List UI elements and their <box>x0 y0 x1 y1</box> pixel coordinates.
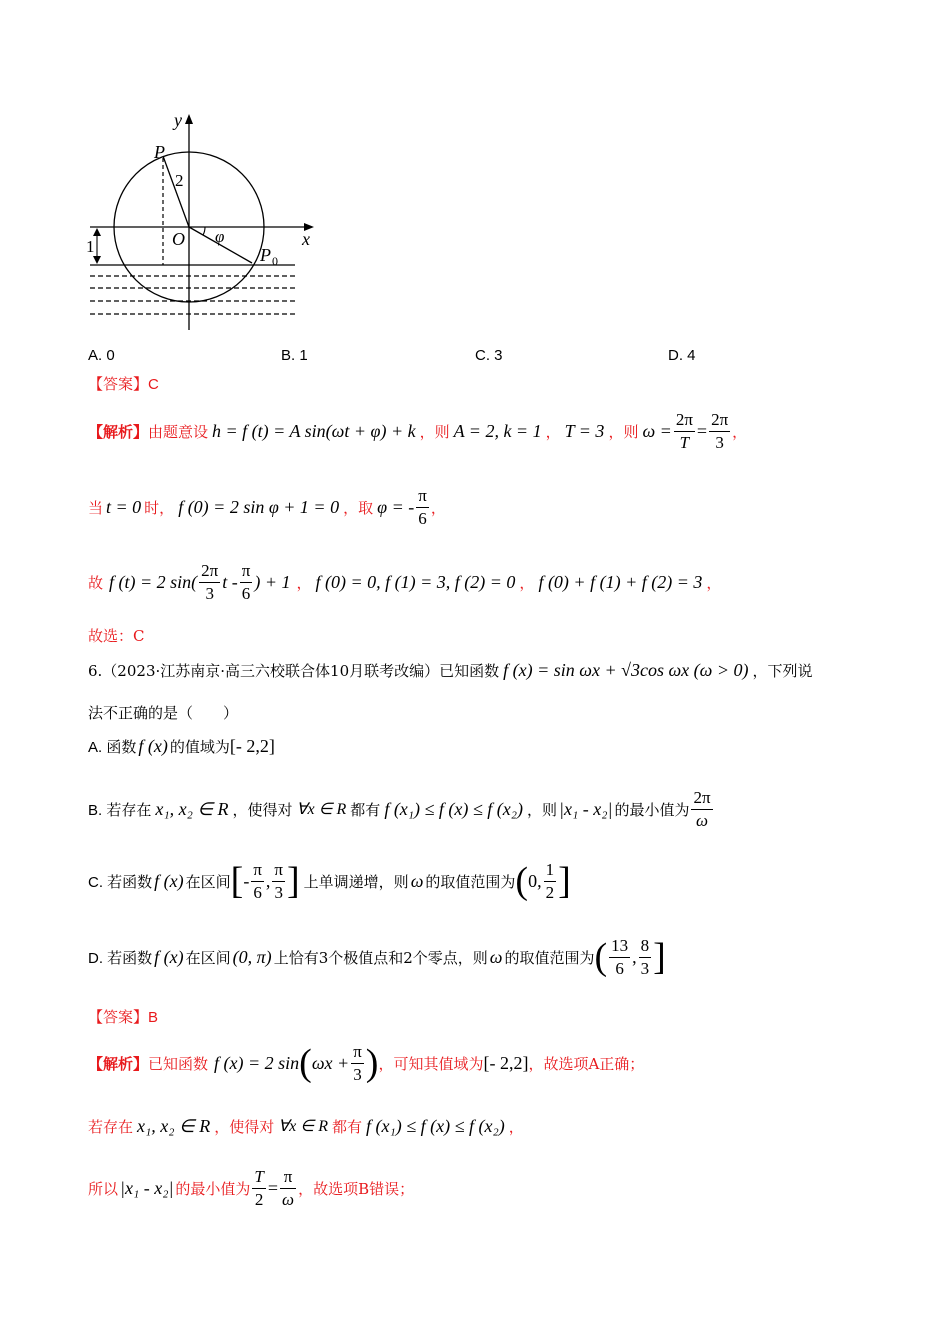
label-P0: P <box>260 245 271 265</box>
fraction: $\frac{2\pi}{T}$ <box>675 409 693 452</box>
fraction: $\frac{2\pi}{\omega}$ <box>693 787 711 830</box>
q5-option-b: B. 1 <box>281 347 308 364</box>
label-O: O <box>172 229 185 249</box>
unit-circle-figure <box>80 108 330 338</box>
fraction: $\frac{8}{3}$ <box>640 935 650 978</box>
q6-option-b: B. 若存在 x₁, x₂ ∈ R ，使得对 ∀x ∈ R 都有 f (x₁) ≤ f (x) ≤ f (x₂) ，则 |x₁ - x₂| 的最小值为 $\frac{2\pi}{\omega}$ <box>88 787 711 830</box>
q6-option-c: C. 若函数 f (x) 在区间 [ - $\frac{\pi}{6}$ , $\frac{\pi}{3}$ ] 上单调递增，则 ω 的取值范围为 ( 0, $\frac{1}{2}$ ] <box>88 859 571 902</box>
q6-answer: 【答案】B <box>88 1009 159 1026</box>
q6-jiexi-line2: 若存在 x₁, x₂ ∈ R ，使得对 ∀x ∈ R 都有 f (x₁) ≤ f (x) ≤ f (x₂) ， <box>88 1115 524 1136</box>
label-x: x <box>302 229 310 249</box>
q6-stem: 6.（2023·江苏南京·高三六校联合体10月联考改编）已知函数 f (x) = sin ωx + √3cos ωx (ω > 0) ，下列说 <box>88 659 813 680</box>
q6-jiexi-line3: 所以 |x₁ - x₂| 的最小值为 $\frac{T}{2}$ = $\frac{\pi}{\omega}$ ，故选项B错误； <box>88 1166 415 1209</box>
label-P0-sub: 0 <box>272 254 278 268</box>
fraction: $\frac{\pi}{6}$ <box>241 560 251 603</box>
fraction: $\frac{13}{6}$ <box>611 935 629 978</box>
label-P: P <box>154 142 165 162</box>
fraction: $\frac{\pi}{3}$ <box>274 859 284 902</box>
label-y: y <box>174 110 182 130</box>
q6-jiexi-line1: 【解析】 已知函数 f (x) = 2 sin ( ωx + $\frac{\pi}{3}$ ) ，可知其值域为 [- 2,2] ，故选项A正确； <box>88 1041 645 1084</box>
fraction: $\frac{\pi}{\omega}$ <box>282 1166 295 1209</box>
fraction: $\frac{\pi}{6}$ <box>418 485 427 528</box>
fraction: $\frac{\pi}{6}$ <box>253 859 262 902</box>
q5-jiexi-line2: 当 t = 0 时， f (0) = 2 sin φ + 1 = 0 ，取 φ = - $\frac{\pi}{6}$ ， <box>88 485 446 528</box>
q5-jiexi-line1: 【解析】 由题意设 h = f (t) = A sin(ωt + φ) + k ，则 A = 2, k = 1 ， T = 3 ，则 ω = $\frac{2\pi}{T}$ = $\frac{2\pi}{3}$ ， <box>88 409 748 452</box>
label-phi: φ <box>215 227 225 246</box>
model-formula: h = f (t) = A sin(ωt + φ) + k <box>212 420 416 441</box>
label-1: 1 <box>86 237 95 256</box>
fraction: $\frac{2\pi}{3}$ <box>711 409 729 452</box>
label-2: 2 <box>175 171 184 190</box>
fraction: $\frac{T}{2}$ <box>254 1166 264 1209</box>
fraction: $\frac{1}{2}$ <box>545 859 555 902</box>
q6-stem-cont: 法不正确的是（ ） <box>88 704 239 722</box>
q5-option-d: D. 4 <box>668 347 696 364</box>
q5-answer: 【答案】C <box>88 376 159 393</box>
fraction: $\frac{\pi}{3}$ <box>353 1041 362 1084</box>
q5-option-a: A. 0 <box>88 347 115 364</box>
q5-final: 故选：C <box>88 627 145 645</box>
jiexi-tag: 【解析】 <box>88 422 149 441</box>
fraction: $\frac{2\pi}{3}$ <box>201 560 219 603</box>
q6-option-a: A. 函数 f (x) 的值域为 [- 2,2] <box>88 735 275 756</box>
q6-option-d: D. 若函数 f (x) 在区间 (0, π) 上恰有3个极值点和2个零点，则 ω 的取值范围为 ( $\frac{13}{6}$ , $\frac{8}{3}$ ] <box>88 935 666 978</box>
q5-jiexi-line3: 故 f (t) = 2 sin( $\frac{2\pi}{3}$ t - $\frac{\pi}{6}$ ) + 1 ， f (0) = 0, f (1) = 3, f (2) = 0 ， f (0) + f (1) + f (2) = 3 ， <box>88 560 722 603</box>
q5-option-c: C. 3 <box>475 347 503 364</box>
